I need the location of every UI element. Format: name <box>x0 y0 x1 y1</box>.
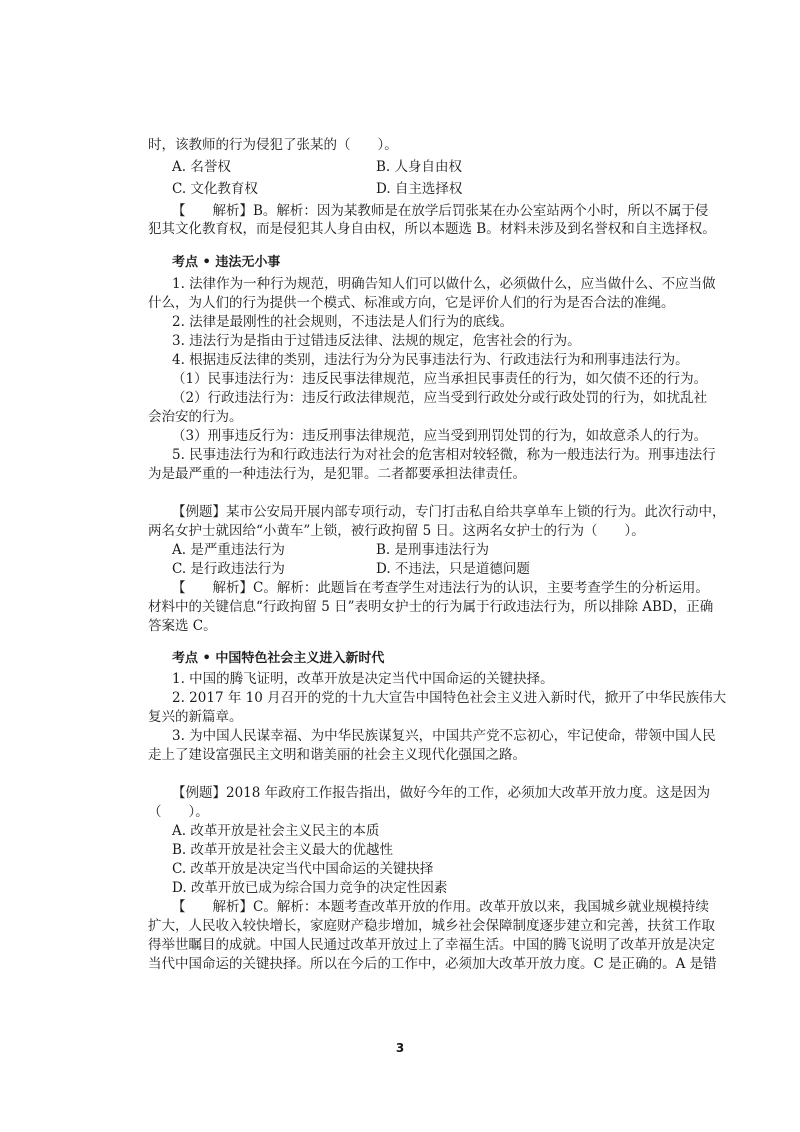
paragraph-line: 会治安的行为。 <box>148 409 243 425</box>
paragraph-line: 什么，为人们的行为提供一个模式、标准或方向，它是评价人们的行为是否合法的准绳。 <box>148 295 675 311</box>
analysis-line: 扩大，人民收入较快增长，家庭财产稳步增加，城乡社会保障制度逐步建立和完善，扶贫工作取 <box>148 918 715 934</box>
analysis-line: 材料中的关键信息“行政拘留 5 日”表明女护士的行为属于行政违法行为，所以排除 ABD，正确 <box>148 599 714 615</box>
paragraph-line: 2. 2017 年 10 月召开的党的十九大宣告中国特色社会主义进入新时代，掀开了中华民族伟大 <box>172 690 727 706</box>
option-d: D. 自主选择权 <box>376 181 463 197</box>
option-a: A. 名誉权 <box>172 159 231 175</box>
option-c: C. 文化教育权 <box>172 181 258 197</box>
example-question-line: 两名女护士就因给“小黄车”上锁，被行政拘留 5 日。这两名女护士的行为（ ）。 <box>148 523 645 539</box>
option-c: C. 是行政违法行为 <box>172 561 285 577</box>
option-b: B. 是刑事违法行为 <box>376 542 490 558</box>
analysis-line: 【 解析】B。解析：因为某教师是在放学后罚张某在办公室站两个小时，所以不属于侵 <box>172 203 709 219</box>
paragraph-line: 1. 中国的腾飞证明，改革开放是决定当代中国命运的关键抉择。 <box>172 671 554 687</box>
paragraph-line: 为是最严重的一种违法行为，是犯罪。二者都要承担法律责任。 <box>148 466 526 482</box>
option-d: D. 不违法，只是道德问题 <box>376 561 530 577</box>
option-a: A. 改革开放是社会主义民主的本质 <box>172 823 380 839</box>
analysis-line: 【 解析】C。解析：本题考查改革开放的作用。改革开放以来，我国城乡就业规模持续 <box>172 899 709 915</box>
example-question-line: 【例题】2018 年政府工作报告指出，做好今年的工作，必须加大改革开放力度。这是因为 <box>172 785 711 801</box>
section-title: 考点 • 中国特色社会主义进入新时代 <box>172 651 385 666</box>
option-d: D. 改革开放已成为综合国力竞争的决定性因素 <box>172 880 448 896</box>
paragraph-line: 1. 法律作为一种行为规范，明确告知人们可以做什么，必须做什么，应当做什么、不应当做 <box>172 276 716 292</box>
analysis-line: 得举世瞩目的成就。中国人民通过改革开放过上了幸福生活。中国的腾飞说明了改革开放是决定 <box>148 937 715 953</box>
paragraph-line: （1）民事违法行为：违反民事法律规范，应当承担民事责任的行为，如欠债不还的行为。 <box>172 371 708 387</box>
paragraph-line: 3. 为中国人民谋幸福、为中华民族谋复兴，中国共产党不忘初心，牢记使命，带领中国人民 <box>172 728 716 744</box>
paragraph-line: 复兴的新篇章。 <box>148 709 243 725</box>
paragraph-line: 5. 民事违法行为和行政违法行为对社会的危害相对较轻微，称为一般违法行为。刑事违法行 <box>172 447 716 463</box>
paragraph-line: 3. 违法行为是指由于过错违反法律、法规的规定，危害社会的行为。 <box>172 333 581 349</box>
analysis-line: 【 解析】C。解析：此题旨在考查学生对违法行为的认识，主要考查学生的分析运用。 <box>172 580 709 596</box>
analysis-line: 犯其文化教育权，而是侵犯其人身自由权，所以本题选 B。材料未涉及到名誉权和自主选择权。 <box>148 221 716 237</box>
analysis-line: 当代中国命运的关键抉择。所以在今后的工作中，必须加大改革开放力度。C 是正确的。A 是错 <box>148 956 717 972</box>
page-number: 3 <box>395 1041 405 1055</box>
paragraph-line: （3）刑事违反行为：违反刑事法律规范，应当受到刑罚处罚的行为，如故意杀人的行为。 <box>172 428 708 444</box>
analysis-line: 答案选 C。 <box>148 618 217 634</box>
question-tail: 时，该教师的行为侵犯了张某的（ ）。 <box>148 137 398 153</box>
paragraph-line: 4. 根据违反法律的类别，违法行为分为民事违法行为、行政违法行为和刑事违法行为。 <box>172 352 689 368</box>
paragraph-line: （2）行政违法行为：违反行政法律规范，应当受到行政处分或行政处罚的行为，如扰乱社 <box>172 390 708 406</box>
option-b: B. 改革开放是社会主义最大的优越性 <box>172 842 394 858</box>
paragraph-line: 2. 法律是最刚性的社会规则，不违法是人们行为的底线。 <box>172 314 514 330</box>
section-title: 考点 • 违法无小事 <box>172 255 281 270</box>
example-question-line: 【例题】某市公安局开展内部专项行动，专门打击私自给共享单车上锁的行为。此次行动中， <box>172 504 726 520</box>
option-b: B. 人身自由权 <box>376 159 463 175</box>
example-question-line: （ ）。 <box>148 804 209 820</box>
option-c: C. 改革开放是决定当代中国命运的关键抉择 <box>172 861 434 877</box>
paragraph-line: 走上了建设富强民主文明和谐美丽的社会主义现代化强国之路。 <box>148 747 526 763</box>
option-a: A. 是严重违法行为 <box>172 542 285 558</box>
